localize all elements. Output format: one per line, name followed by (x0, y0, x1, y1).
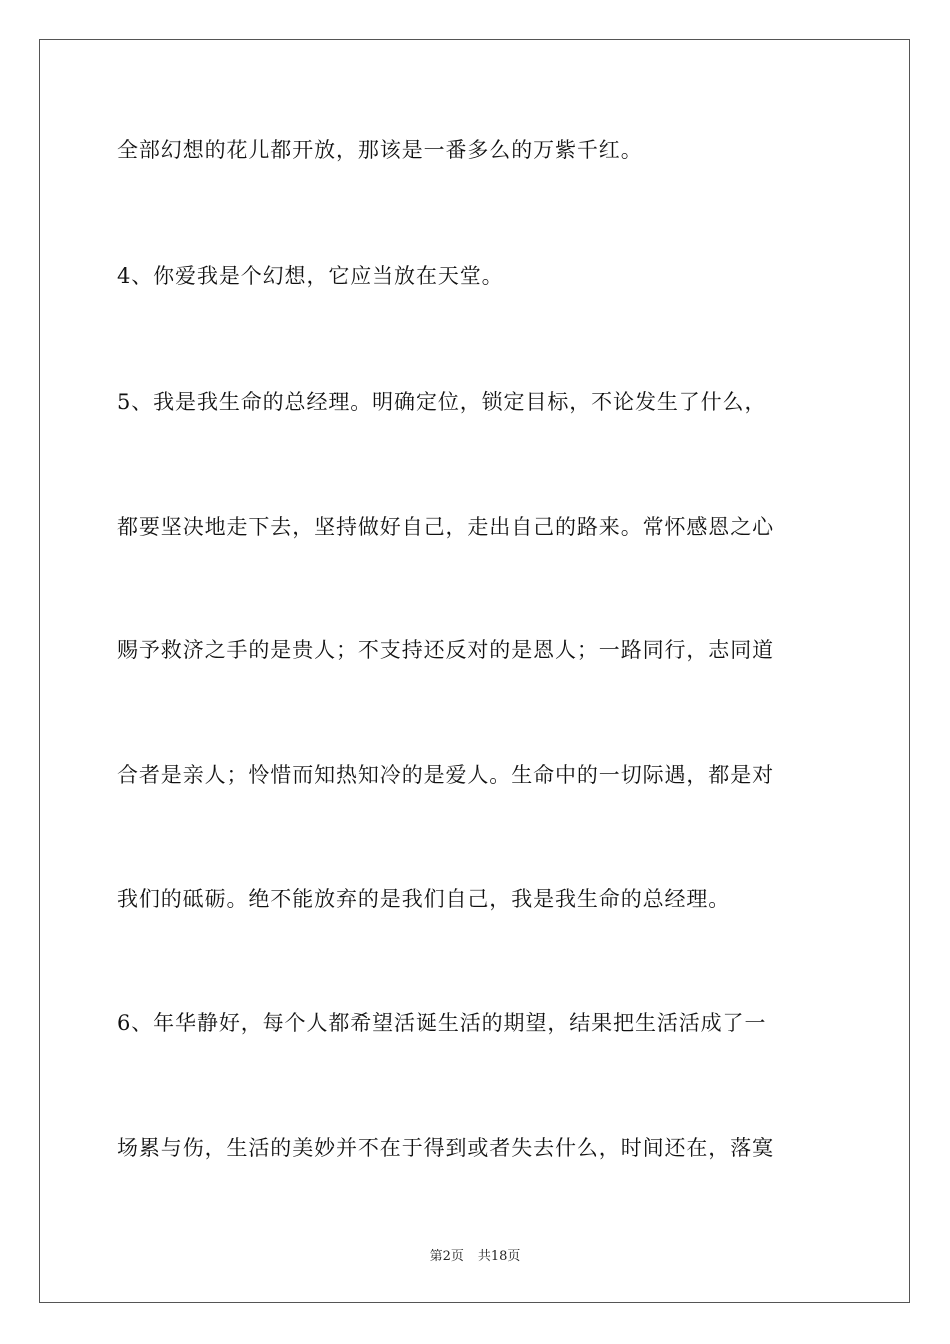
body-line-1: 全部幻想的花儿都开放，那该是一番多么的万紫千红。 (117, 138, 643, 162)
body-line-5: 赐予救济之手的是贵人；不支持还反对的是恩人；一路同行，志同道 (117, 638, 774, 662)
page-frame (39, 39, 910, 1303)
page-footer (0, 1248, 950, 1266)
body-line-8: 6、年华静好，每个人都希望活诞生活的期望，结果把生活活成了一 (117, 1011, 767, 1035)
page-total: 共18页 (477, 1249, 521, 1264)
body-line-6: 合者是亲人；怜惜而知热知冷的是爱人。生命中的一切际遇，都是对 (117, 763, 774, 787)
body-line-2: 4、你爱我是个幻想，它应当放在天堂。 (117, 264, 504, 288)
body-line-4: 都要坚决地走下去，坚持做好自己，走出自己的路来。常怀感恩之心 (117, 515, 774, 539)
page-number: 第2页 (429, 1249, 464, 1264)
body-line-7: 我们的砥砺。绝不能放弃的是我们自己，我是我生命的总经理。 (117, 887, 731, 911)
body-line-3: 5、我是我生命的总经理。明确定位，锁定目标，不论发生了什么， (117, 390, 767, 414)
body-line-9: 场累与伤，生活的美妙并不在于得到或者失去什么，时间还在，落寞 (117, 1136, 774, 1160)
